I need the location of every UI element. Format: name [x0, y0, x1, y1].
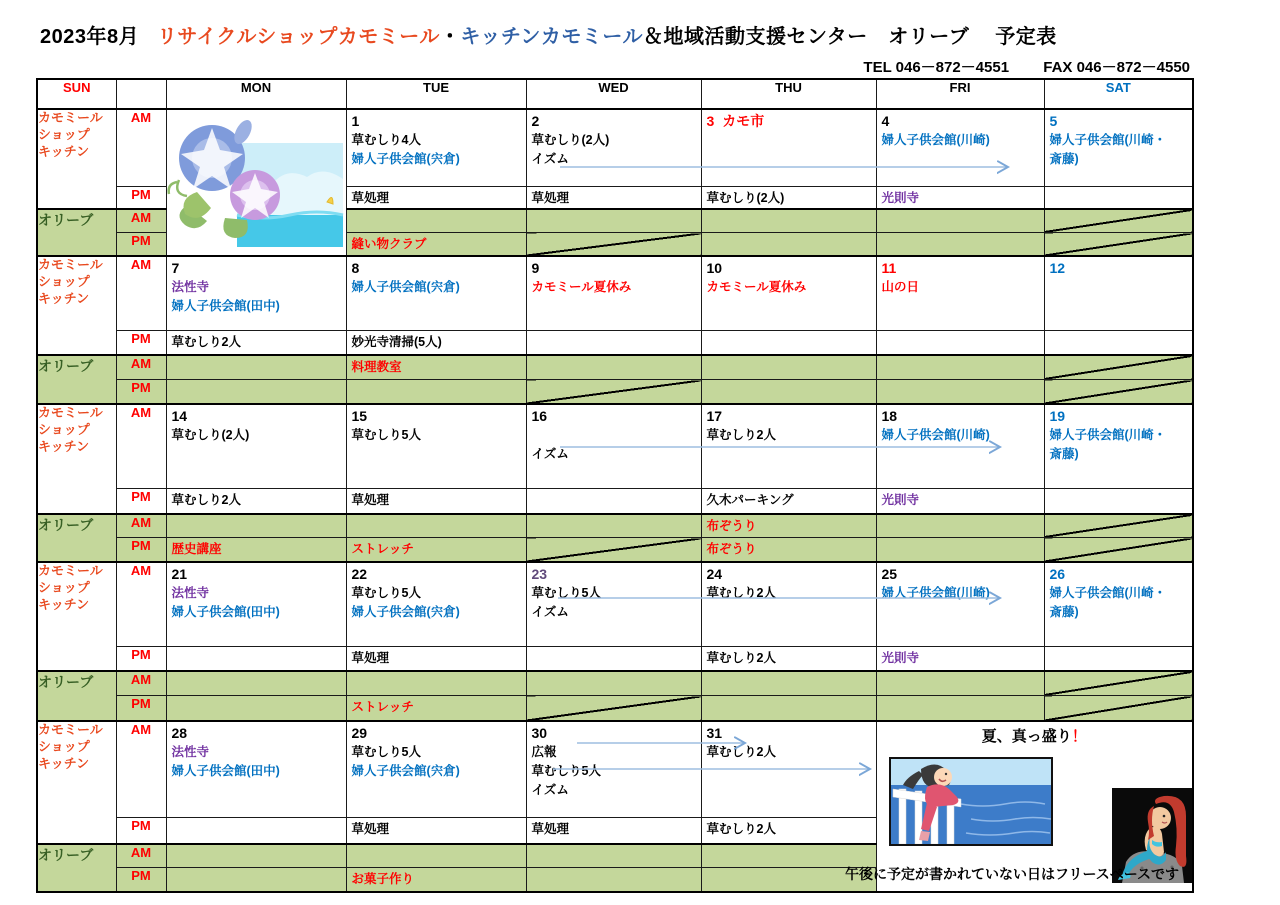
page-title [40, 20, 1057, 49]
weekday-header-sun: SUN [37, 79, 116, 109]
olive-pm-label-w1: PM [116, 233, 166, 257]
label-line: カモミール [38, 257, 103, 272]
day-29-am-cell [346, 721, 526, 818]
day-15-am-cell [346, 404, 526, 489]
day-8-olive-pm-cell [346, 380, 526, 405]
olive-am-label-w4: AM [116, 671, 166, 696]
label-line: キッチン [38, 755, 90, 771]
event-text: 草むしり5人 [351, 428, 421, 442]
event-text: 草処理 [351, 822, 390, 836]
label-line: ショップ [38, 273, 90, 289]
event-text: 法性寺 [171, 745, 210, 759]
day-number: 5 [1049, 113, 1058, 129]
day-17-am-cell [701, 404, 876, 489]
day-23-olive-am-cell [526, 671, 701, 696]
day-25-pm-cell [876, 647, 1044, 672]
day-3-olive-pm-cell [701, 233, 876, 257]
event-text: 草処理 [351, 493, 390, 507]
event-text [527, 426, 701, 445]
day-30-olive-am-cell [526, 844, 701, 868]
label-line: キッチン [38, 438, 90, 454]
event-text: 草むしり5人 [351, 586, 421, 600]
event-text: 婦人子供会館(宍倉) [351, 605, 460, 619]
day-14-am-cell [166, 404, 346, 489]
day-5-olive-pm-cell [1044, 233, 1193, 257]
event-text: 山の日 [881, 280, 920, 294]
chamomile-am-label-w2: AM [116, 256, 166, 331]
day-29-olive-pm-cell [346, 868, 526, 893]
day-number: 3 カモ市 [706, 113, 765, 129]
schedule-table [36, 78, 1194, 893]
contact-info [833, 56, 1190, 77]
day-4-pm-cell [876, 187, 1044, 210]
day-number: 18 [881, 408, 898, 424]
day-12-olive-pm-cell [1044, 380, 1193, 405]
event-text: 法性寺 [171, 280, 210, 294]
day-23-am-cell [526, 562, 701, 647]
day-23-olive-pm-cell [526, 696, 701, 722]
event-text: 婦人子供会館(宍倉) [351, 280, 460, 294]
girl-on-ship-deck-illustration [889, 757, 1053, 846]
day-number: 30 [531, 725, 548, 741]
olive-center-label: オリーブ [37, 844, 116, 892]
day-number: 31 [706, 725, 723, 741]
event-text: 光則寺 [881, 493, 920, 507]
day-number: 23 [531, 566, 548, 582]
label-line: ショップ [38, 579, 90, 595]
title-kitchen: キッチンカモミール [460, 26, 644, 48]
event-text: 婦人子供会館(田中) [171, 764, 280, 778]
chamomile-pm-label-w4: PM [116, 647, 166, 672]
event-text: 光則寺 [881, 651, 920, 665]
day-9-am-cell [526, 256, 701, 331]
event-text: 斎藤) [1049, 447, 1079, 461]
day-19-am-cell [1044, 404, 1193, 489]
chamomile-shop-kitchen-label [37, 562, 116, 671]
day-number: 19 [1049, 408, 1066, 424]
event-text: 光則寺 [881, 191, 920, 205]
chamomile-shop-kitchen-label [37, 256, 116, 355]
day-26-olive-am-cell [1044, 671, 1193, 696]
title-center: ＆地域活動支援センター オリーブ [643, 26, 970, 48]
day-21-am-cell [166, 562, 346, 647]
day-number: 21 [171, 566, 188, 582]
day-28-olive-pm-cell [166, 868, 346, 893]
day-number: 26 [1049, 566, 1066, 582]
day-number: 12 [1049, 260, 1066, 276]
olive-center-label: オリーブ [37, 671, 116, 721]
label-line: カモミール [38, 722, 103, 737]
day-10-pm-cell [701, 331, 876, 356]
event-text: 草処理 [351, 651, 390, 665]
day-14-olive-am-cell [166, 514, 346, 538]
chamomile-pm-label-w5: PM [116, 818, 166, 845]
day-3-am-cell [701, 109, 876, 187]
title-month: 2023年8月 [40, 26, 140, 48]
event-text: ストレッチ [351, 542, 414, 556]
day-15-olive-pm-cell [346, 538, 526, 563]
day-2-pm-cell [526, 187, 701, 210]
day-number: 16 [531, 408, 548, 424]
day-8-olive-am-cell [346, 355, 526, 380]
day-number: 1 [351, 113, 360, 129]
event-text: 料理教室 [351, 360, 402, 374]
day-19-olive-pm-cell [1044, 538, 1193, 563]
label-line: キッチン [38, 290, 90, 306]
olive-am-label-w3: AM [116, 514, 166, 538]
day-29-pm-cell [346, 818, 526, 845]
weekday-header-tue: TUE [346, 79, 526, 109]
event-text: 婦人子供会館(川崎) [881, 428, 990, 442]
event-text: 婦人子供会館(宍倉) [351, 764, 460, 778]
day-21-pm-cell [166, 647, 346, 672]
day-8-pm-cell [346, 331, 526, 356]
day-28-olive-am-cell [166, 844, 346, 868]
title-suffix: 予定表 [995, 26, 1057, 48]
week2-olive-pm-row [37, 380, 1193, 405]
day-16-pm-cell [526, 489, 701, 515]
event-text: 婦人子供会館(川崎・ [1049, 428, 1167, 442]
label-line: ショップ [38, 738, 90, 754]
event-text: 草むしり2人 [171, 335, 241, 349]
week5-am-row [37, 721, 1193, 818]
day-number: 9 [531, 260, 540, 276]
event-text: 婦人子供会館(田中) [171, 299, 280, 313]
day-number: 14 [171, 408, 188, 424]
day-22-am-cell [346, 562, 526, 647]
title-recycle-shop: リサイクルショップカモミール [157, 26, 440, 48]
day-4-olive-am-cell [876, 209, 1044, 233]
day-4-olive-pm-cell [876, 233, 1044, 257]
event-text: イズム [531, 152, 569, 166]
event-text: 草むしり4人 [351, 133, 421, 147]
day-8-am-cell [346, 256, 526, 331]
chamomile-pm-label-w3: PM [116, 489, 166, 515]
day-10-am-cell [701, 256, 876, 331]
weekday-header-thu: THU [701, 79, 876, 109]
chamomile-am-label-w4: AM [116, 562, 166, 647]
day-7-olive-pm-cell [166, 380, 346, 405]
chamomile-shop-kitchen-label [37, 404, 116, 514]
event-text: 草むしり2人 [706, 586, 776, 600]
week1-am-row [37, 109, 1193, 187]
event-text: 草むしり2人 [706, 651, 776, 665]
day-15-olive-am-cell [346, 514, 526, 538]
event-text: 草むしり2人 [706, 745, 776, 759]
day-12-olive-am-cell [1044, 355, 1193, 380]
weekday-header-sat: SAT [1044, 79, 1193, 109]
day-7-pm-cell [166, 331, 346, 356]
day-23-pm-cell [526, 647, 701, 672]
day-28-pm-cell [166, 818, 346, 845]
day-17-olive-pm-cell [701, 538, 876, 563]
event-text: お菓子作り [351, 872, 415, 886]
morning-glory-and-beach-illustration [167, 110, 345, 248]
event-text: 広報 [531, 745, 557, 759]
olive-pm-label-w2: PM [116, 380, 166, 405]
day-7-olive-am-cell [166, 355, 346, 380]
event-text: ストレッチ [351, 700, 414, 714]
day-29-olive-am-cell [346, 844, 526, 868]
olive-pm-label-w4: PM [116, 696, 166, 722]
day-22-pm-cell [346, 647, 526, 672]
day-17-pm-cell [701, 489, 876, 515]
day-11-olive-am-cell [876, 355, 1044, 380]
day-24-olive-am-cell [701, 671, 876, 696]
day-30-olive-pm-cell [526, 868, 701, 893]
event-text: 斎藤) [1049, 152, 1079, 166]
day-number: 17 [706, 408, 723, 424]
week3-olive-am-row [37, 514, 1193, 538]
day-18-pm-cell [876, 489, 1044, 515]
day-number: 8 [351, 260, 360, 276]
event-text: イズム [531, 605, 569, 619]
day-number: 11 [881, 260, 897, 276]
day-24-olive-pm-cell [701, 696, 876, 722]
day-3-olive-am-cell [701, 209, 876, 233]
event-text: 婦人子供会館(田中) [171, 605, 280, 619]
olive-am-label-w2: AM [116, 355, 166, 380]
chamomile-am-label-w1: AM [116, 109, 166, 187]
day-16-olive-pm-cell [526, 538, 701, 563]
olive-pm-label-w3: PM [116, 538, 166, 563]
event-text: 草むしり2人 [706, 428, 776, 442]
label-line: カモミール [38, 110, 103, 125]
event-text: 歴史講座 [171, 542, 222, 556]
event-text: 草むしり(2人) [706, 191, 785, 205]
chamomile-shop-kitchen-label [37, 721, 116, 844]
day-21-olive-pm-cell [166, 696, 346, 722]
event-text: イズム [531, 783, 569, 797]
olive-pm-label-w5: PM [116, 868, 166, 893]
day-30-am-cell [526, 721, 701, 818]
day-12-am-cell [1044, 256, 1193, 331]
chamomile-pm-label-w1: PM [116, 187, 166, 210]
day-5-am-cell [1044, 109, 1193, 187]
day-number: 15 [351, 408, 368, 424]
day-24-pm-cell [701, 647, 876, 672]
week4-am-row [37, 562, 1193, 647]
event-text: 婦人子供会館(宍倉) [351, 152, 460, 166]
day-19-pm-cell [1044, 489, 1193, 515]
event-text: 久木パーキング [706, 493, 794, 507]
day-5-olive-am-cell [1044, 209, 1193, 233]
week3-pm-row [37, 489, 1193, 515]
week3-am-row [37, 404, 1193, 489]
schedule-body [37, 79, 1193, 892]
day-17-olive-am-cell [701, 514, 876, 538]
day-9-olive-am-cell [526, 355, 701, 380]
event-text: 婦人子供会館(川崎) [881, 586, 990, 600]
day-3-pm-cell [701, 187, 876, 210]
day-11-pm-cell [876, 331, 1044, 356]
day-2-olive-am-cell [526, 209, 701, 233]
day-number: 25 [881, 566, 898, 582]
event-text: 草むしり(2人) [531, 133, 610, 147]
event-text: 草処理 [531, 822, 570, 836]
event-text: 布ぞうり [706, 542, 757, 556]
event-text: カモミール夏休み [706, 280, 807, 294]
day-number: 28 [171, 725, 188, 741]
event-text: イズム [531, 447, 569, 461]
day-9-pm-cell [526, 331, 701, 356]
day-15-pm-cell [346, 489, 526, 515]
day-16-olive-am-cell [526, 514, 701, 538]
week2-pm-row [37, 331, 1193, 356]
day-1-olive-pm-cell [346, 233, 526, 257]
week3-olive-pm-row [37, 538, 1193, 563]
day-number-note: カモ市 [722, 113, 765, 129]
title-separator: ・ [439, 26, 461, 48]
day-31-pm-cell [701, 818, 876, 845]
day-number: 10 [706, 260, 723, 276]
day-25-am-cell [876, 562, 1044, 647]
day-10-olive-am-cell [701, 355, 876, 380]
olive-center-label: オリーブ [37, 209, 116, 256]
day-22-olive-pm-cell [346, 696, 526, 722]
day-2-am-cell [526, 109, 701, 187]
chamomile-am-label-w3: AM [116, 404, 166, 489]
event-text: カモミール夏休み [531, 280, 632, 294]
girl-on-ship-deck-illustration [889, 757, 1053, 846]
day-25-olive-am-cell [876, 671, 1044, 696]
label-line: キッチン [38, 596, 90, 612]
day-number: 22 [351, 566, 368, 582]
weekday-header-row [37, 79, 1193, 109]
event-text: 婦人子供会館(川崎) [881, 133, 990, 147]
day-25-olive-pm-cell [876, 696, 1044, 722]
weekday-header-empty [116, 79, 166, 109]
morning-glory-and-beach-illustration [166, 109, 346, 256]
label-line: ショップ [38, 421, 90, 437]
event-text: 法性寺 [171, 586, 210, 600]
day-14-pm-cell [166, 489, 346, 515]
week4-olive-am-row [37, 671, 1193, 696]
event-text: 布ぞうり [706, 519, 757, 533]
chamomile-am-label-w5: AM [116, 721, 166, 818]
chamomile-shop-kitchen-label [37, 109, 116, 209]
summer-caption: 夏、真っ盛り！ [981, 728, 1087, 745]
event-text: 草むしり(2人) [171, 428, 250, 442]
day-1-pm-cell [346, 187, 526, 210]
event-text: 妙光寺清掃(5人) [351, 335, 442, 349]
day-number: 24 [706, 566, 723, 582]
day-21-olive-am-cell [166, 671, 346, 696]
week4-olive-pm-row [37, 696, 1193, 722]
label-line: ショップ [38, 126, 90, 142]
olive-am-label-w1: AM [116, 209, 166, 233]
event-text: 婦人子供会館(川崎・ [1049, 133, 1167, 147]
day-1-am-cell [346, 109, 526, 187]
day-31-am-cell [701, 721, 876, 818]
week2-am-row [37, 256, 1193, 331]
fax-number: FAX 046－872－4550 [1043, 59, 1190, 76]
day-4-am-cell [876, 109, 1044, 187]
label-line: キッチン [38, 143, 90, 159]
day-18-olive-am-cell [876, 514, 1044, 538]
day-18-olive-pm-cell [876, 538, 1044, 563]
label-line: カモミール [38, 405, 103, 420]
weekday-header-mon: MON [166, 79, 346, 109]
day-number: 7 [171, 260, 180, 276]
day-5-pm-cell [1044, 187, 1193, 210]
event-text: 斎藤) [1049, 605, 1079, 619]
week2-olive-am-row [37, 355, 1193, 380]
event-text: 草むしり5人 [351, 745, 421, 759]
olive-center-label: オリーブ [37, 514, 116, 562]
event-text: 草むしり2人 [171, 493, 241, 507]
day-22-olive-am-cell [346, 671, 526, 696]
event-text: 婦人子供会館(川崎・ [1049, 586, 1167, 600]
day-9-olive-pm-cell [526, 380, 701, 405]
tel-number: TEL 046－872－4551 [863, 59, 1010, 76]
weekday-header-fri: FRI [876, 79, 1044, 109]
day-26-am-cell [1044, 562, 1193, 647]
event-text: 縫い物クラブ [351, 237, 427, 251]
day-2-olive-pm-cell [526, 233, 701, 257]
event-text: 草むしり2人 [706, 822, 776, 836]
weekday-header-wed: WED [526, 79, 701, 109]
day-28-am-cell [166, 721, 346, 818]
day-14-olive-pm-cell [166, 538, 346, 563]
event-text: 草むしり5人 [531, 586, 601, 600]
olive-center-label: オリーブ [37, 355, 116, 404]
day-26-olive-pm-cell [1044, 696, 1193, 722]
day-7-am-cell [166, 256, 346, 331]
chamomile-pm-label-w2: PM [116, 331, 166, 356]
day-19-olive-am-cell [1044, 514, 1193, 538]
day-number: 2 [531, 113, 540, 129]
week4-pm-row [37, 647, 1193, 672]
olive-am-label-w5: AM [116, 844, 166, 868]
day-16-am-cell [526, 404, 701, 489]
event-text: 草処理 [531, 191, 570, 205]
day-26-pm-cell [1044, 647, 1193, 672]
day-30-pm-cell [526, 818, 701, 845]
day-24-am-cell [701, 562, 876, 647]
label-line: カモミール [38, 563, 103, 578]
day-12-pm-cell [1044, 331, 1193, 356]
event-text: 草むしり5人 [531, 764, 601, 778]
event-text: 草処理 [351, 191, 390, 205]
day-11-am-cell [876, 256, 1044, 331]
day-11-olive-pm-cell [876, 380, 1044, 405]
footer-note: 午後に予定が書かれていない日はフリースペースです [845, 866, 1180, 882]
day-18-am-cell [876, 404, 1044, 489]
day-10-olive-pm-cell [701, 380, 876, 405]
day-1-olive-am-cell [346, 209, 526, 233]
day-number: 29 [351, 725, 368, 741]
day-number: 4 [881, 113, 890, 129]
